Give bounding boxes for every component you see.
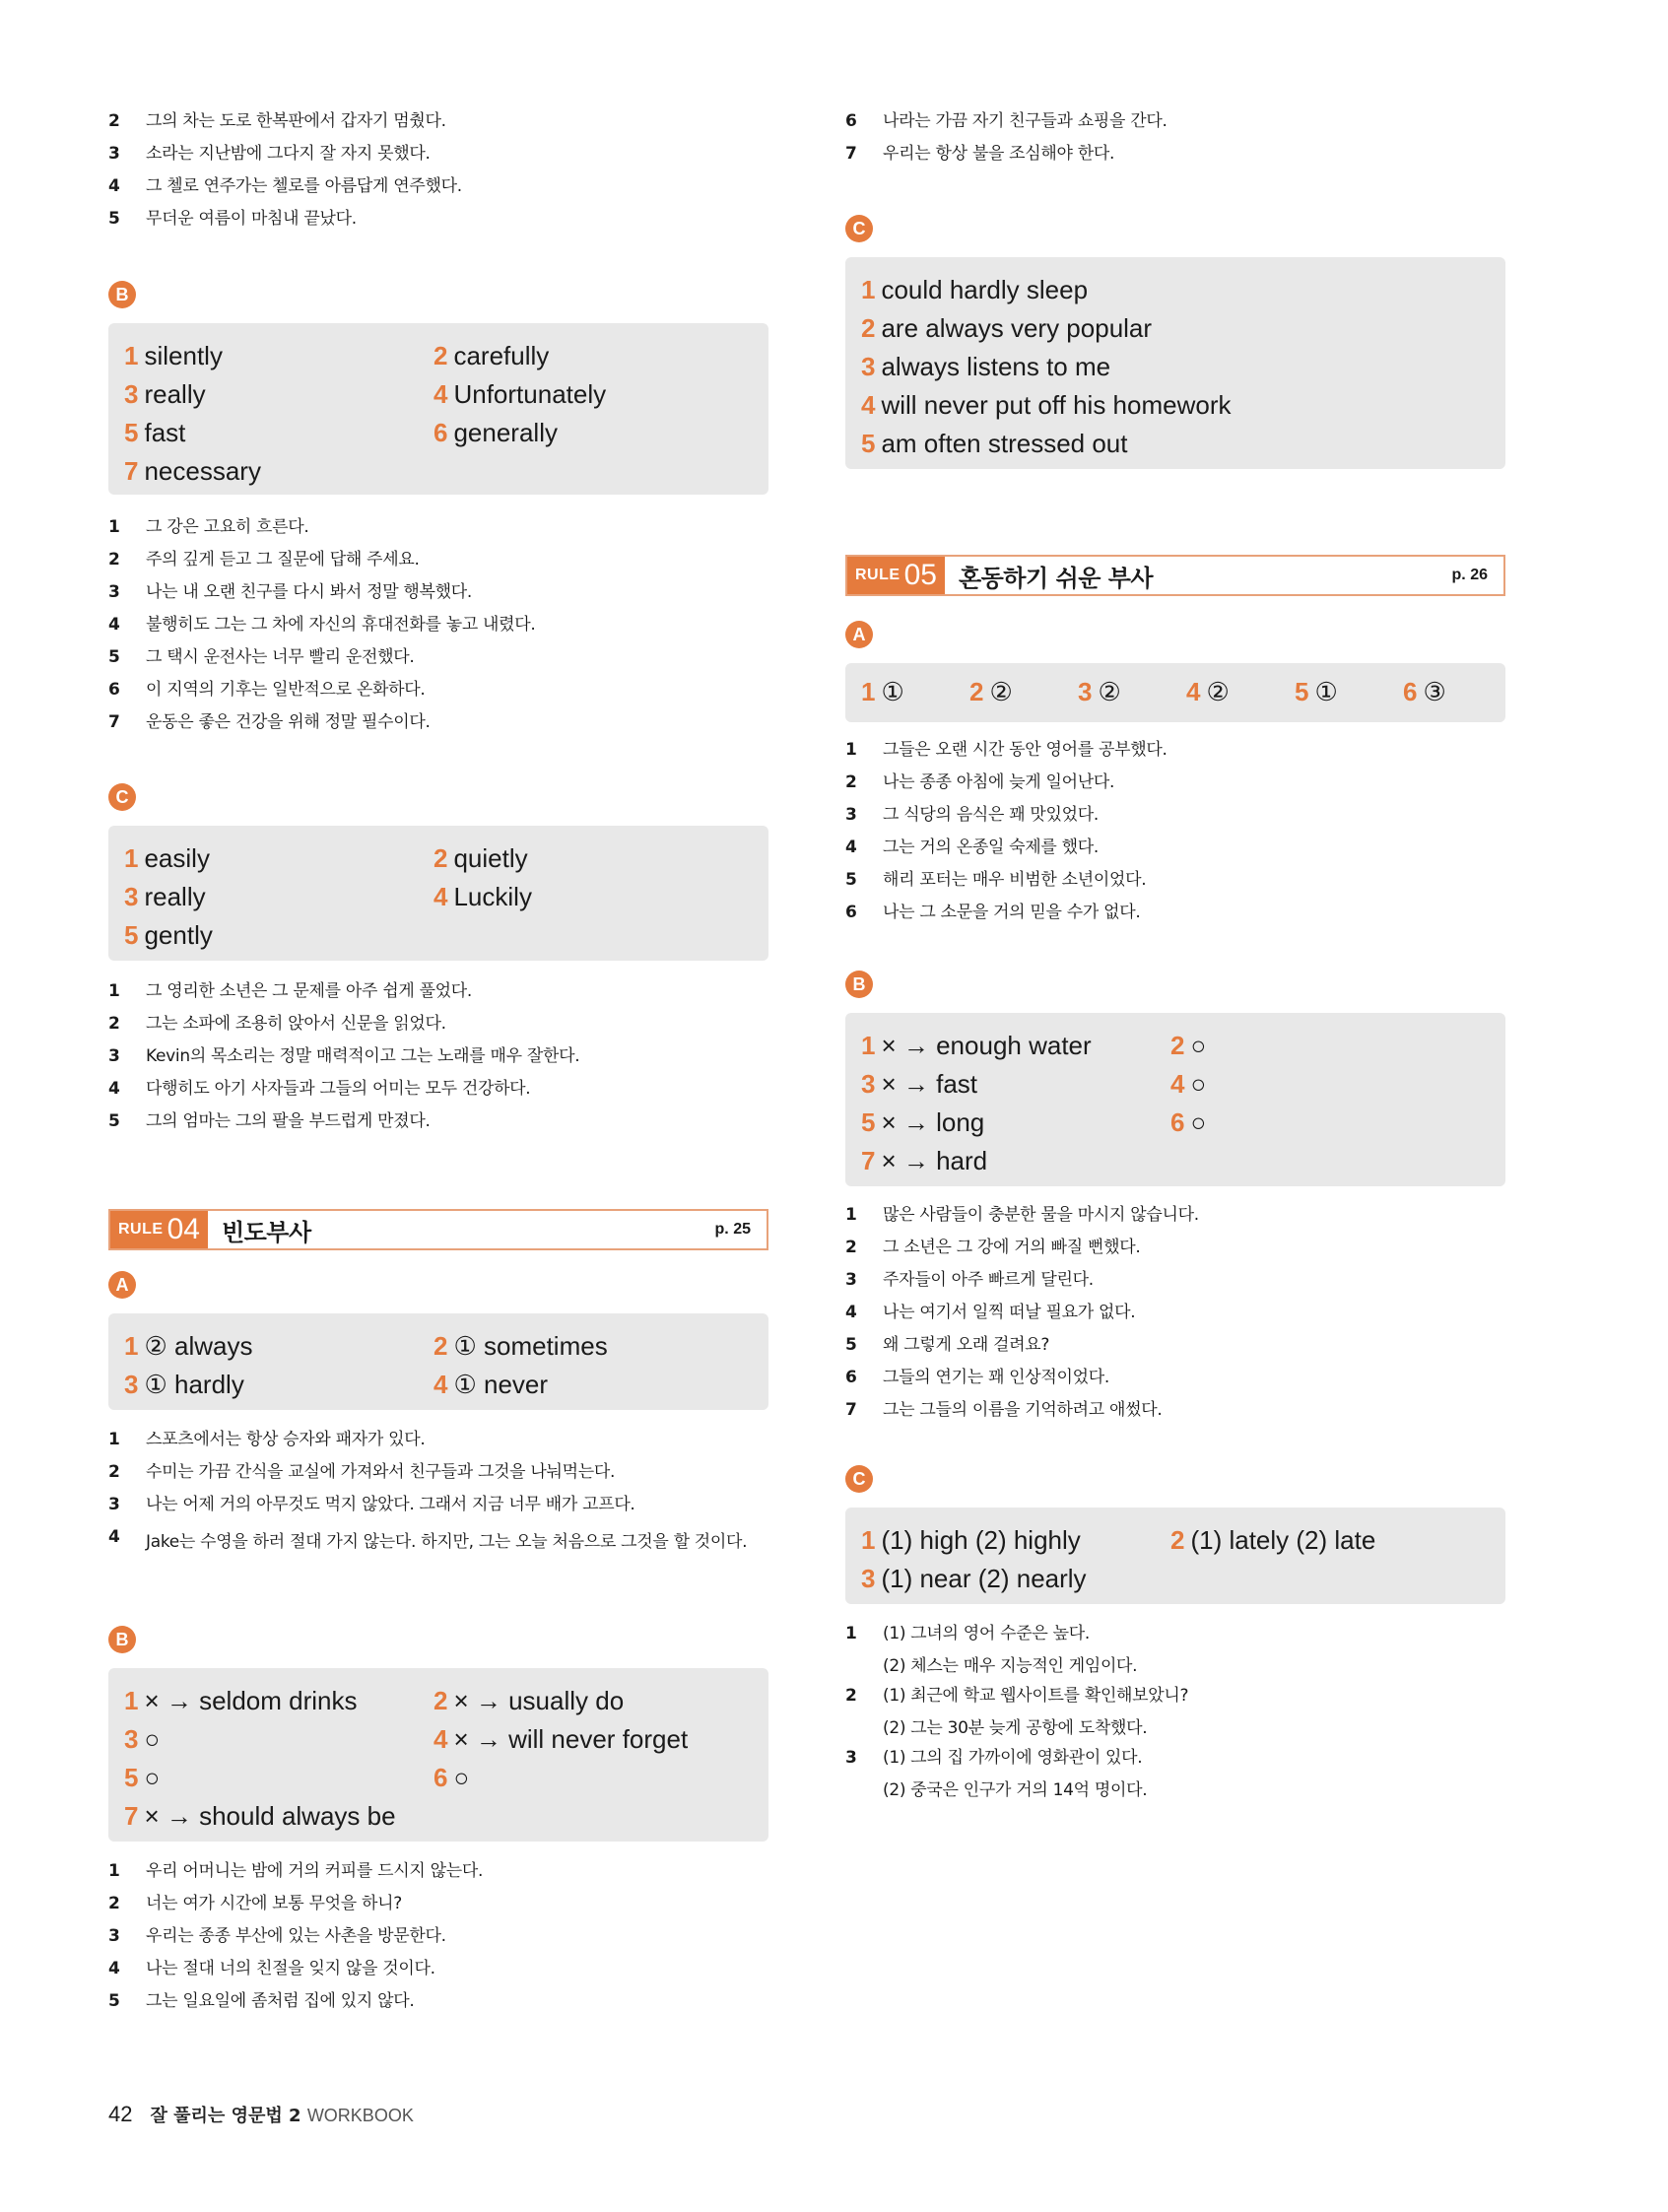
answer-box-a (845, 663, 1505, 722)
translation-list-b (108, 516, 768, 744)
list-item: 3 나는 어제 거의 아무것도 먹지 않았다. 그래서 지금 너무 배가 고프다. (108, 1495, 635, 1514)
section-badge-c: C (108, 783, 136, 811)
list-item: 2 (1) 최근에 학교 웹사이트를 확인해보았니? (2) 그는 30분 늦게 공항에 도착했다. (845, 1686, 1189, 1738)
list-item: 3 그 식당의 음식은 꽤 맛있었다. (845, 805, 1099, 825)
list-item: 1 많은 사람들이 충분한 물을 마시지 않습니다. (845, 1205, 1199, 1225)
list-item: 4 그 첼로 연주가는 첼로를 아름답게 연주했다. (108, 176, 462, 196)
list-item: 6 그들의 연기는 꽤 인상적이었다. (845, 1368, 1110, 1387)
answer-item: 6 ○ (1170, 1107, 1207, 1137)
answer-item: 5 am often stressed out (861, 429, 1128, 458)
list-item: 4 Jake는 수영을 하러 절대 가지 않는다. 하지만, 그는 오늘 처음으로 그것을 할 것이다. (108, 1527, 748, 1552)
rule-04-header (108, 1209, 768, 1250)
list-item: 4 다행히도 아기 사자들과 그들의 어미는 모두 건강하다. (108, 1079, 531, 1099)
answer-item: 2 quietly (434, 843, 528, 873)
answer-item: 7 × → should always be (124, 1801, 396, 1831)
answer-item: 4 ① never (434, 1370, 549, 1399)
answer-box-b (845, 1013, 1505, 1186)
answer-item: 6 ③ (1403, 677, 1446, 706)
list-item: 5 무더운 여름이 마침내 끝났다. (108, 209, 357, 229)
translation-list-a (845, 739, 1505, 934)
answer-item: 1 could hardly sleep (861, 275, 1089, 304)
list-item: 2 그의 차는 도로 한복판에서 갑자기 멈췄다. (108, 111, 446, 131)
answer-item: 1 × → seldom drinks (124, 1686, 358, 1715)
answer-box-a (108, 1313, 768, 1410)
answer-item: 3 ② (1078, 677, 1121, 706)
section-badge-b: B (845, 971, 873, 998)
list-item: 3 Kevin의 목소리는 정말 매력적이고 그는 노래를 매우 잘한다. (108, 1046, 580, 1066)
answer-item: 5 fast (124, 418, 186, 447)
list-item: 7 운동은 좋은 건강을 위해 정말 필수이다. (108, 712, 431, 732)
answer-item: 2 ② (969, 677, 1013, 706)
answer-item: 4 ② (1186, 677, 1230, 706)
answer-item: 1 ② always (124, 1331, 253, 1361)
answer-item: 5 × → long (861, 1107, 985, 1137)
list-item: 1 그 강은 고요히 흐른다. (108, 517, 309, 537)
right-top-list (845, 110, 1505, 175)
translation-list-b (108, 1860, 768, 2023)
list-item: 4 불행히도 그는 그 차에 자신의 휴대전화를 놓고 내렸다. (108, 615, 536, 635)
answer-item: 6 generally (434, 418, 558, 447)
answer-item: 7 necessary (124, 456, 261, 486)
list-item: 2 수미는 가끔 간식을 교실에 가져와서 친구들과 그것을 나눠먹는다. (108, 1462, 616, 1482)
answer-item: 3 ○ (124, 1724, 161, 1754)
answer-item: 2 ○ (1170, 1031, 1207, 1060)
answer-box-c (845, 257, 1505, 469)
list-item: 5 그의 엄마는 그의 팔을 부드럽게 만졌다. (108, 1111, 431, 1131)
list-item: 6 이 지역의 기후는 일반적으로 온화하다. (108, 680, 426, 700)
answer-item: 4 Unfortunately (434, 379, 607, 409)
list-item: 6 나는 그 소문을 거의 믿을 수가 없다. (845, 903, 1141, 922)
page-number: 42 (108, 2102, 133, 2126)
section-badge-a: A (108, 1271, 136, 1299)
answer-item: 2 (1) lately (2) late (1170, 1525, 1376, 1555)
list-item: 4 나는 절대 너의 친절을 잊지 않을 것이다. (108, 1959, 435, 1978)
list-item: 2 너는 여가 시간에 보통 무엇을 하니? (108, 1894, 402, 1913)
answer-item: 4 Luckily (434, 882, 532, 911)
answer-item: 1 × → enough water (861, 1031, 1092, 1060)
list-item: 3 우리는 종종 부산에 있는 사촌을 방문한다. (108, 1926, 446, 1946)
list-item: 3 소라는 지난밤에 그다지 잘 자지 못했다. (108, 144, 431, 164)
answer-item: 2 × → usually do (434, 1686, 625, 1715)
section-badge-a: A (845, 621, 873, 648)
answer-item: 3 × → fast (861, 1069, 978, 1099)
answer-item: 4 ○ (1170, 1069, 1207, 1099)
section-badge-b: B (108, 281, 136, 308)
rule-title: 빈도부사 (221, 1218, 311, 1246)
list-item: 4 나는 여기서 일찍 떠날 필요가 없다. (845, 1303, 1136, 1322)
rule-page-ref: p. 26 (1451, 567, 1488, 583)
list-item: 5 그 택시 운전사는 너무 빨리 운전했다. (108, 647, 415, 667)
list-item: 5 그는 일요일에 좀처럼 집에 있지 않다. (108, 1991, 415, 2011)
book-title: 잘 풀리는 영문법 2 WORKBOOK (150, 2106, 414, 2126)
answer-item: 1 silently (124, 341, 223, 370)
list-item: 2 나는 종종 아침에 늦게 일어난다. (845, 772, 1115, 792)
rule-tag: RULE 05 (847, 557, 945, 594)
answer-item: 6 ○ (434, 1763, 470, 1792)
list-item: 5 왜 그렇게 오래 걸려요? (845, 1335, 1050, 1355)
answer-box-b (108, 1668, 768, 1842)
rule-05-header (845, 555, 1505, 596)
list-item: 3 주자들이 아주 빠르게 달린다. (845, 1270, 1094, 1290)
list-item: 2 주의 깊게 듣고 그 질문에 답해 주세요. (108, 550, 420, 570)
answer-item: 3 really (124, 379, 206, 409)
translation-list-c (845, 1623, 1505, 1809)
answer-item: 5 ○ (124, 1763, 161, 1792)
answer-item: 3 (1) near (2) nearly (861, 1564, 1087, 1593)
answer-item: 1 easily (124, 843, 210, 873)
list-item: 5 해리 포터는 매우 비범한 소년이었다. (845, 870, 1147, 890)
list-item: 2 그는 소파에 조용히 앉아서 신문을 읽었다. (108, 1014, 446, 1034)
translation-list-a (108, 1429, 768, 1567)
answer-item: 3 always listens to me (861, 352, 1111, 381)
list-item: 2 그 소년은 그 강에 거의 빠질 뻔했다. (845, 1238, 1141, 1257)
translation-list-b (845, 1204, 1505, 1432)
left-top-list (108, 110, 768, 240)
section-badge-c: C (845, 215, 873, 242)
list-item: 3 나는 내 오랜 친구를 다시 봐서 정말 행복했다. (108, 582, 473, 602)
list-item: 1 스포츠에서는 항상 승자와 패자가 있다. (108, 1430, 426, 1449)
answer-item: 3 ① hardly (124, 1370, 244, 1399)
list-item: 7 그는 그들의 이름을 기억하려고 애썼다. (845, 1400, 1163, 1420)
list-item: 4 그는 거의 온종일 숙제를 했다. (845, 838, 1099, 857)
translation-list-c (108, 980, 768, 1143)
list-item: 3 (1) 그의 집 가까이에 영화관이 있다. (2) 중국은 인구가 거의 14억 명이다. (845, 1748, 1148, 1800)
answer-item: 1 ① (861, 677, 904, 706)
list-item: 7 우리는 항상 불을 조심해야 한다. (845, 144, 1115, 164)
answer-box-c (845, 1508, 1505, 1604)
list-item: 6 나라는 가끔 자기 친구들과 쇼핑을 간다. (845, 111, 1168, 131)
answer-item: 3 really (124, 882, 206, 911)
answer-item: 4 will never put off his homework (861, 390, 1232, 420)
answer-item: 2 ① sometimes (434, 1331, 608, 1361)
answer-item: 2 are always very popular (861, 313, 1153, 343)
list-item: 1 그 영리한 소년은 그 문제를 아주 쉽게 풀었다. (108, 981, 473, 1001)
list-item: 1 (1) 그녀의 영어 수준은 높다. (2) 체스는 매우 지능적인 게임이다. (845, 1624, 1138, 1676)
answer-item: 2 carefully (434, 341, 550, 370)
answer-item: 7 × → hard (861, 1146, 988, 1175)
answer-box-c (108, 826, 768, 961)
answer-item: 4 × → will never forget (434, 1724, 689, 1754)
page-footer (108, 2102, 414, 2127)
answer-item: 1 (1) high (2) highly (861, 1525, 1081, 1555)
answer-box-b (108, 323, 768, 495)
answer-item: 5 ① (1295, 677, 1338, 706)
list-item: 1 그들은 오랜 시간 동안 영어를 공부했다. (845, 740, 1168, 760)
rule-page-ref: p. 25 (714, 1221, 751, 1238)
section-badge-c: C (845, 1465, 873, 1493)
rule-tag: RULE 04 (110, 1211, 208, 1248)
rule-title: 혼동하기 쉬운 부사 (958, 564, 1154, 592)
list-item: 1 우리 어머니는 밤에 거의 커피를 드시지 않는다. (108, 1861, 484, 1881)
answer-item: 5 gently (124, 920, 213, 950)
section-badge-b: B (108, 1626, 136, 1653)
